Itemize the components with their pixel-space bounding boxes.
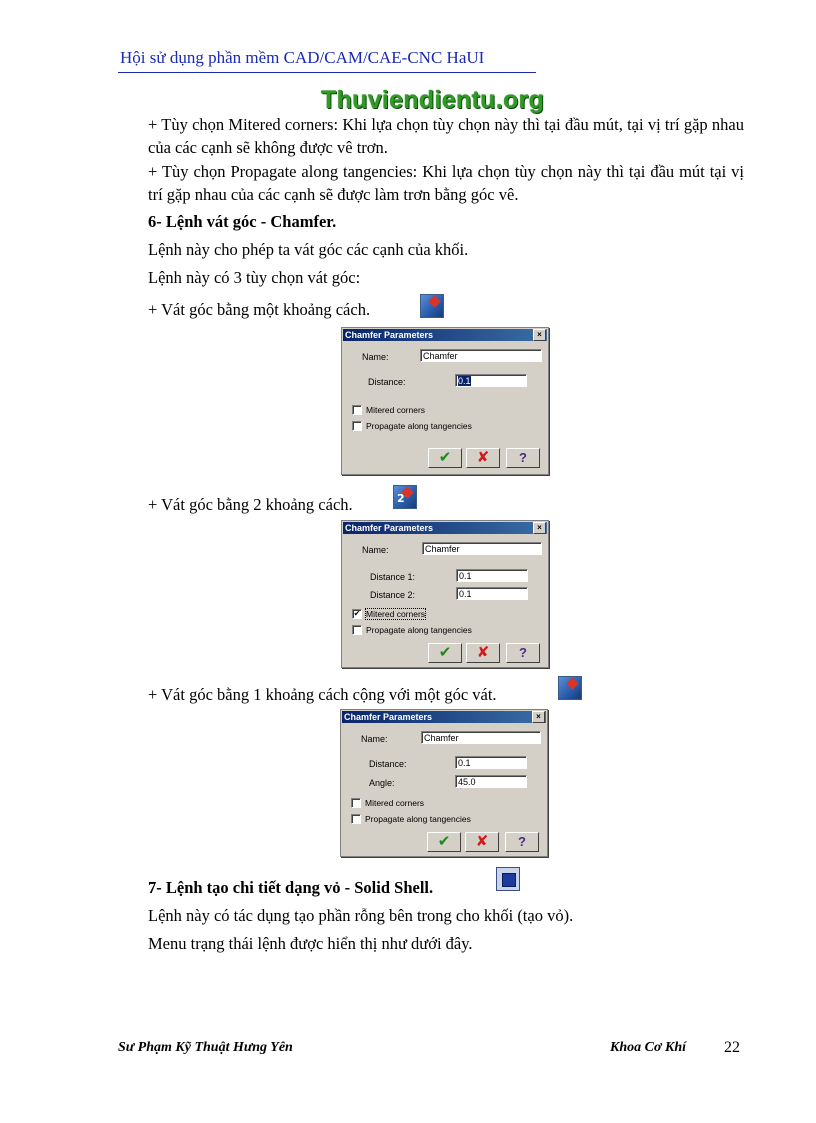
paragraph-propagate: + Tùy chọn Propagate along tangencies: Khi lựa chọn tùy chọn này thì tại đầu mút tại vị trí gặp nhau của các cạnh sẽ được làm trơn bằng góc vê. <box>148 162 744 204</box>
mitered-corners-label: Mitered corners <box>365 798 425 808</box>
watermark-logo: Thuviendientu.org <box>321 86 545 114</box>
section-heading-solid-shell: 7- Lệnh tạo chi tiết dạng vỏ - Solid Shell. <box>148 878 434 897</box>
name-label: Name: <box>362 352 389 362</box>
angle-label: Angle: <box>369 778 395 788</box>
ok-button[interactable]: ✔ <box>428 448 462 468</box>
distance-label: Distance: <box>368 377 406 387</box>
distance-label: Distance: <box>369 759 407 769</box>
distance2-label: Distance 2: <box>370 590 416 600</box>
chamfer-distance-icon <box>420 294 444 318</box>
page-number: 22 <box>724 1039 740 1056</box>
propagate-tangencies-label: Propagate along tangencies <box>365 814 471 824</box>
name-input[interactable]: Chamfer <box>420 349 542 362</box>
mitered-corners-checkbox[interactable] <box>352 405 362 415</box>
option-distance-angle: + Vát góc bằng 1 khoảng cách cộng với một góc vát. <box>148 685 497 704</box>
ok-button[interactable]: ✔ <box>428 643 462 663</box>
help-button[interactable]: ? <box>506 643 540 663</box>
option-two-distances: + Vát góc bằng 2 khoảng cách. <box>148 495 353 514</box>
name-label: Name: <box>361 734 388 744</box>
header-underline <box>118 72 536 73</box>
angle-input[interactable]: 45.0 <box>455 775 527 788</box>
dialog-title: Chamfer Parameters <box>343 329 547 341</box>
icon-badge: 2 <box>397 492 405 505</box>
distance-input[interactable]: 0.1 <box>455 756 527 769</box>
dialog-title: Chamfer Parameters <box>342 711 546 723</box>
propagate-tangencies-label: Propagate along tangencies <box>366 421 472 431</box>
chamfer-two-distances-icon <box>393 485 417 509</box>
propagate-tangencies-checkbox[interactable] <box>351 814 361 824</box>
chamfer-parameters-dialog-1 <box>341 327 549 475</box>
mitered-corners-checkbox[interactable]: ✔ <box>353 609 361 618</box>
solid-shell-icon <box>496 867 520 891</box>
paragraph-chamfer-options: Lệnh này có 3 tùy chọn vát góc: <box>148 268 361 287</box>
cancel-button[interactable]: ✘ <box>466 643 500 663</box>
section-heading-chamfer: 6- Lệnh vát góc - Chamfer. <box>148 212 337 231</box>
chamfer-distance-angle-icon <box>558 676 582 700</box>
chamfer-parameters-dialog-2 <box>341 520 549 668</box>
help-button[interactable]: ? <box>505 832 539 852</box>
chamfer-parameters-dialog-3 <box>340 709 548 857</box>
distance-value: 0.1 <box>458 376 471 386</box>
name-label: Name: <box>362 545 389 555</box>
close-icon[interactable]: × <box>532 711 545 723</box>
cancel-button[interactable]: ✘ <box>465 832 499 852</box>
distance2-input[interactable]: 0.1 <box>456 587 528 600</box>
paragraph-menu-state: Menu trạng thái lệnh được hiển thị như dưới đây. <box>148 934 473 953</box>
paragraph-mitered: + Tùy chọn Mitered corners: Khi lựa chọn tùy chọn này thì tại đầu mút, tại vị trí gặp nhau của các cạnh sẽ không được vê trơn. <box>148 115 744 157</box>
dialog-title: Chamfer Parameters <box>343 522 547 534</box>
footer-faculty: Khoa Cơ Khí <box>610 1040 686 1055</box>
cancel-button[interactable]: ✘ <box>466 448 500 468</box>
close-icon[interactable]: × <box>533 522 546 534</box>
option-one-distance: + Vát góc bằng một khoảng cách. <box>148 300 371 319</box>
mitered-corners-checkbox[interactable] <box>351 798 361 808</box>
propagate-tangencies-checkbox[interactable] <box>352 625 362 635</box>
footer-school: Sư Phạm Kỹ Thuật Hưng Yên <box>118 1040 293 1055</box>
distance1-input[interactable]: 0.1 <box>456 569 528 582</box>
page-header: Hội sử dụng phần mềm CAD/CAM/CAE-CNC HaUI <box>120 48 485 67</box>
propagate-tangencies-checkbox[interactable] <box>352 421 362 431</box>
name-input[interactable]: Chamfer <box>422 542 542 555</box>
distance-input[interactable] <box>455 374 527 387</box>
paragraph-chamfer-desc: Lệnh này cho phép ta vát góc các cạnh của khối. <box>148 240 469 259</box>
help-button[interactable]: ? <box>506 448 540 468</box>
name-input[interactable]: Chamfer <box>421 731 541 744</box>
propagate-tangencies-label: Propagate along tangencies <box>366 625 472 635</box>
ok-button[interactable]: ✔ <box>427 832 461 852</box>
mitered-corners-label: Mitered corners <box>366 405 426 415</box>
mitered-corners-label: Mitered corners <box>366 609 426 619</box>
distance1-label: Distance 1: <box>370 572 416 582</box>
close-icon[interactable]: × <box>533 329 546 341</box>
paragraph-shell-desc: Lệnh này có tác dụng tạo phần rỗng bên trong cho khối (tạo vỏ). <box>148 906 574 925</box>
